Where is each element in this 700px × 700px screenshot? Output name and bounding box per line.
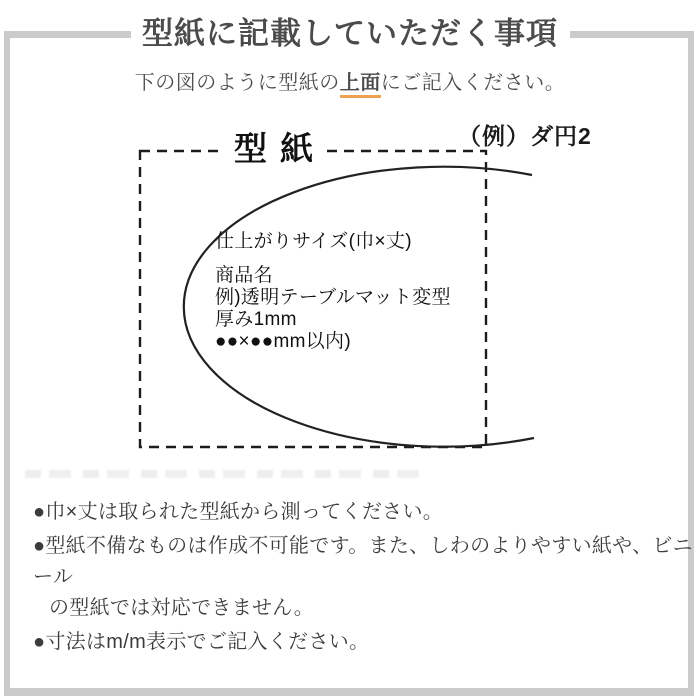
example-shape-label: （例）ダ円2 xyxy=(458,123,592,149)
frame-border-bottom xyxy=(4,688,694,696)
note-invalid-pattern-line2: の型紙では対応できません。 xyxy=(49,597,315,619)
notes-list xyxy=(33,497,693,661)
product-name-line: 商品名 xyxy=(215,265,273,286)
note-mm-notation-line: ●寸法はm/m表示でご記入ください。 xyxy=(33,631,370,653)
dimensions-line: ●●×●●mm以内) xyxy=(215,331,351,352)
note-measure xyxy=(33,497,693,528)
pattern-paper-label: 型 紙 xyxy=(224,131,325,167)
note-invalid-pattern xyxy=(33,531,693,624)
finished-size-line: 仕上がりサイズ(巾×丈) xyxy=(215,231,412,252)
thickness-line: 厚み1mm xyxy=(215,309,297,330)
note-mm-notation xyxy=(33,627,693,658)
subtitle-suffix: にご記入ください。 xyxy=(380,72,566,94)
product-example-line: 例)透明テーブルマット変型 xyxy=(215,287,451,308)
faded-ghost-text xyxy=(25,470,423,478)
page-subtitle xyxy=(0,66,700,95)
note-invalid-pattern-line1: ●型紙不備なものは作成不可能です。また、しわのよりやすい紙や、ビニール xyxy=(33,535,693,588)
subtitle-highlight-joumen: 上面 xyxy=(340,72,381,98)
note-measure-line: ●巾×丈は取られた型紙から測ってください。 xyxy=(33,501,444,523)
subtitle-prefix: 下の図のように型紙の xyxy=(134,72,340,94)
pattern-annotation-text xyxy=(215,231,451,353)
page-title: 型紙に記載していただく事項 xyxy=(142,16,558,51)
